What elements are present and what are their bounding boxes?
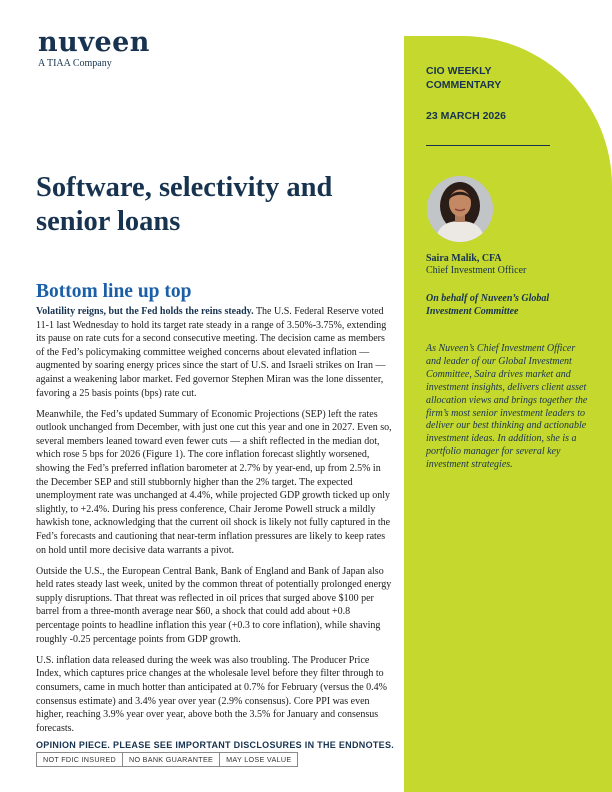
author-name: Saira Malik, CFA <box>426 253 502 264</box>
publication-date: 23 MARCH 2026 <box>426 110 506 122</box>
sidebar-divider <box>426 145 550 146</box>
document-title <box>36 171 376 239</box>
paragraph-1-text: The U.S. Federal Reserve voted 11-1 last Wednesday to hold its target rate steady in a range of 3.50%-3.75%, extending its pause on rate cuts for a second consecutive meeting. The decision came as members of the Fed’s policymaking committee weighed concerns about elevated inflation — augmented by soaring energy prices since the start of U.S. and Israeli strikes on Iran — against a weakening labor market. Fed governor Stephen Miran was the lone dissenter, favoring a 25 basis points (bps) rate cut. <box>36 306 387 399</box>
body-text <box>36 305 392 743</box>
logo-wordmark: nuveen <box>38 27 150 58</box>
logo-tagline: A TIAA Company <box>38 58 112 69</box>
investment-disclaimer-badges <box>36 752 298 767</box>
badge-no-bank-guarantee: NO BANK GUARANTEE <box>122 753 219 766</box>
portrait-illustration <box>427 176 493 242</box>
paragraph-4: U.S. inflation data released during the week was also troubling. The Producer Price Index, which captures price changes at the wholesale level before they filter through to consumers, came in much hotter than anticipated at 0.7% for February (versus the 0.4% consensus estimate) and 3.4% year over year (2.9% consensus). Core PPI was even higher, reaching 3.9% year over year, above both the 3.5% for January and consensus forecasts. <box>36 654 388 734</box>
paragraph-1-lead: Volatility reigns, but the Fed holds the reins steady. <box>36 306 254 317</box>
badge-may-lose-value: MAY LOSE VALUE <box>219 753 297 766</box>
title-line-2: senior loans <box>36 206 181 237</box>
disclosure-note: OPINION PIECE. PLEASE SEE IMPORTANT DISCLOSURES IN THE ENDNOTES. <box>36 740 395 750</box>
author-portrait <box>427 176 493 242</box>
badge-not-fdic-insured: NOT FDIC INSURED <box>43 755 116 764</box>
paragraph-3: Outside the U.S., the European Central Bank, Bank of England and Bank of Japan also held rates steady last week, united by the common threat of potentially prolonged energy supply disruptions. That threat was reflected in oil prices that surged above $100 per barrel from a three-month average near $60, a shock that could add about +0.8 percentage points to headline inflation this year (+0.3 to core inflation), while shaving roughly -0.25 percentage points from GDP growth. <box>36 565 392 645</box>
paragraph-1 <box>36 305 392 400</box>
kicker-line-1: CIO WEEKLY <box>426 65 492 77</box>
author-role: Chief Investment Officer <box>426 265 527 276</box>
kicker-line-2: COMMENTARY <box>426 78 502 91</box>
sidebar-panel <box>404 36 612 792</box>
paragraph-2: Meanwhile, the Fed’s updated Summary of Economic Projections (SEP) left the rates outlook unchanged from December, with just one cut this year and one in 2027. Even so, several members leaned toward even fewer cuts — a shift reflected in the median dot, which rose 5 bps for 2026 (Figure 1). The core inflation forecast slightly worsened, showing the Fed’s preferred inflation barometer at 2.7% by year-end, up from 2.5% in the December SEP and still stubbornly higher than the 2% target. The expected unemployment rate was unchanged at 4.4%, while projected GDP growth ticked up only slightly, to +2.4%. During his press conference, Chair Jerome Powell struck a mildly hawkish tone, acknowledging that the current oil shock is likely not fully captured in the Fed’s forecasts and cautioning that near-term inflation pressures are likely to keep rates on hold until more decisive data warrants a pivot. <box>36 408 392 556</box>
title-line-1: Software, selectivity and <box>36 172 333 203</box>
committee-note: On behalf of Nuveen’s Global Investment Committee <box>426 293 550 317</box>
author-bio: As Nuveen’s Chief Investment Officer and leader of our Global Investment Committee, Saira drives market and investment insights, delivers client asset allocation views and brings together the firm’s most senior investment leaders to deliver our best thinking and actionable investment ideas. In addition, she is a portfolio manager for several key investment strategies. <box>426 343 588 471</box>
section-heading: Bottom line up top <box>36 281 192 302</box>
nuveen-logo <box>38 29 150 69</box>
publication-kicker <box>426 65 566 92</box>
